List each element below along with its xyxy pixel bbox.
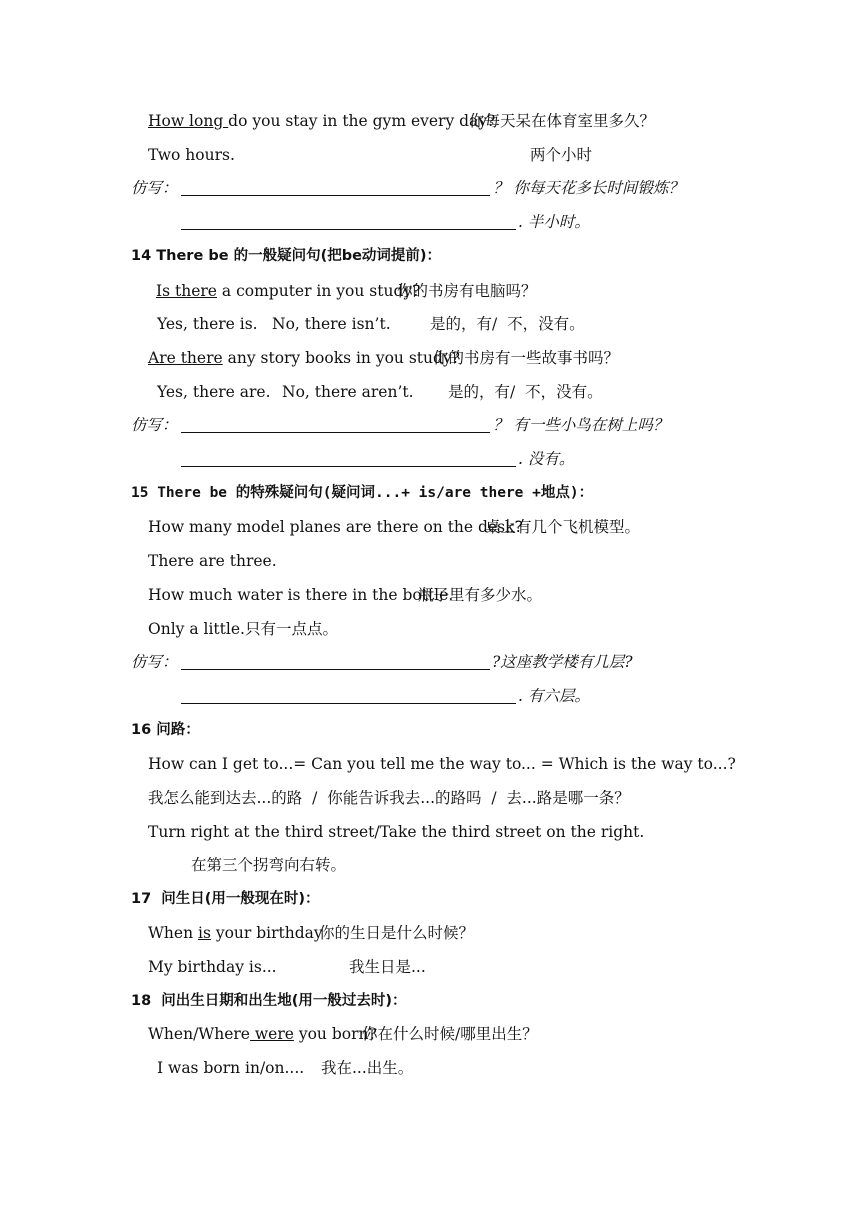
s14-number: 14 <box>131 248 152 264</box>
s15-imitation-question-cn: ?这座教学楼有几层? <box>492 653 633 671</box>
s17-number: 17 <box>131 891 152 907</box>
s18-answer-cn: 我在...出生。 <box>321 1059 414 1077</box>
question-rest: a computer in you study? <box>216 282 421 300</box>
s18-heading <box>131 990 407 1012</box>
s15-line-4: Only a little. <box>148 620 245 638</box>
s13-imitation-question-blank[interactable] <box>181 180 490 196</box>
s15-imitation-label: 仿写： <box>131 653 178 671</box>
s13-imitation-answer-cn: . 半小时。 <box>518 213 590 231</box>
s17-question <box>148 922 323 944</box>
question-start: When <box>148 924 198 942</box>
verb-underlined: were <box>249 1025 294 1043</box>
s13-question-line <box>148 110 495 132</box>
s15-imitation-answer-cn: . 有六层。 <box>518 687 590 705</box>
s16-number: 16 <box>131 722 152 738</box>
s15-line-4-cn: 只有一点点。 <box>245 620 339 638</box>
s14-answer-1-no: No, there isn’t. <box>272 315 391 333</box>
s17-answer-cn: 我生日是... <box>349 958 426 976</box>
s14-question-1-cn: 你的书房有电脑吗？ <box>397 282 537 300</box>
s16-heading-text: 问路： <box>156 722 200 738</box>
s14-heading-text: There be 的一般疑问句(把be动词提前)： <box>156 248 442 264</box>
verb-underlined: is <box>198 924 211 942</box>
s13-imitation-question-cn: ？ 你每天花多长时间锻炼？ <box>493 179 684 197</box>
s14-answer-1-yes: Yes, there is. <box>157 315 258 333</box>
s14-question-2-cn: 你的书房有一些故事书吗？ <box>433 349 620 367</box>
question-word-underlined: How long <box>148 112 229 130</box>
s16-line-1: How can I get to...= Can you tell me the way to... = Which is the way to...? <box>148 755 736 773</box>
s17-answer: My birthday is... <box>148 958 277 976</box>
question-word-underlined: Is there <box>156 282 217 300</box>
s14-answer-2-cn: 是的，有/ 不，没有。 <box>448 383 603 401</box>
s17-heading-text: 问生日(用一般现在时)： <box>161 891 320 907</box>
s15-number: 15 <box>131 485 149 501</box>
s15-line-3: How much water is there in the bottle. <box>148 586 454 604</box>
s14-answer-1-cn: 是的，有/ 不，没有。 <box>430 315 585 333</box>
s14-imitation-answer-blank[interactable] <box>181 451 516 467</box>
s16-line-2: 我怎么能到达去...的路 / 你能告诉我去...的路吗 / 去...路是哪一条？ <box>148 789 630 807</box>
s18-answer: I was born in/on.... <box>157 1059 305 1077</box>
s13-question-cn: 你每天呆在体育室里多久？ <box>469 112 656 130</box>
s14-imitation-answer-cn: . 没有。 <box>518 450 575 468</box>
s14-imitation-question-cn: ？ 有一些小鸟在树上吗？ <box>493 416 669 434</box>
s15-line-3-cn: 瓶子里有多少水。 <box>418 586 543 604</box>
s14-heading <box>131 245 441 267</box>
s15-line-1: How many model planes are there on the desk? <box>148 518 523 536</box>
s17-question-cn: 你的生日是什么时候？ <box>319 924 475 942</box>
s13-answer: Two hours. <box>148 146 235 164</box>
question-rest: your birthday <box>210 924 323 942</box>
s15-imitation-question-blank[interactable] <box>181 654 490 670</box>
s15-heading <box>131 482 593 504</box>
question-rest: any story books in you study? <box>222 349 460 367</box>
s13-imitation-answer-blank[interactable] <box>181 214 516 230</box>
s15-line-1-cn: 桌上有几个飞机模型。 <box>485 518 641 536</box>
s13-imitation-label: 仿写： <box>131 179 178 197</box>
question-word-underlined: Are there <box>148 349 223 367</box>
s14-imitation-label: 仿写： <box>131 416 178 434</box>
s16-line-3: Turn right at the third street/Take the third street on the right. <box>148 823 645 841</box>
s14-question-1 <box>156 280 420 302</box>
s14-imitation-question-blank[interactable] <box>181 417 490 433</box>
question-start: When/Where <box>148 1025 250 1043</box>
question-rest: do you stay in the gym every day? <box>228 112 496 130</box>
s18-question-cn: 你在什么时候/哪里出生？ <box>362 1025 538 1043</box>
question-rest: you born? <box>293 1025 377 1043</box>
s15-heading-text: There be 的特殊疑问句(疑问词...+ is/are there +地点)： <box>157 485 594 501</box>
s17-heading <box>131 888 320 910</box>
s16-line-4: 在第三个拐弯向右转。 <box>191 856 347 874</box>
s18-question <box>148 1023 377 1045</box>
s13-answer-cn: 两个小时 <box>530 146 593 164</box>
s16-heading <box>131 719 200 741</box>
s15-line-2: There are three. <box>148 552 277 570</box>
s18-heading-text: 问出生日期和出生地(用一般过去时)： <box>161 993 407 1009</box>
s14-answer-2-yes: Yes, there are. <box>157 383 271 401</box>
s14-question-2 <box>148 347 460 369</box>
s18-number: 18 <box>131 993 152 1009</box>
s14-answer-2-no: No, there aren’t. <box>282 383 414 401</box>
s15-imitation-answer-blank[interactable] <box>181 688 516 704</box>
